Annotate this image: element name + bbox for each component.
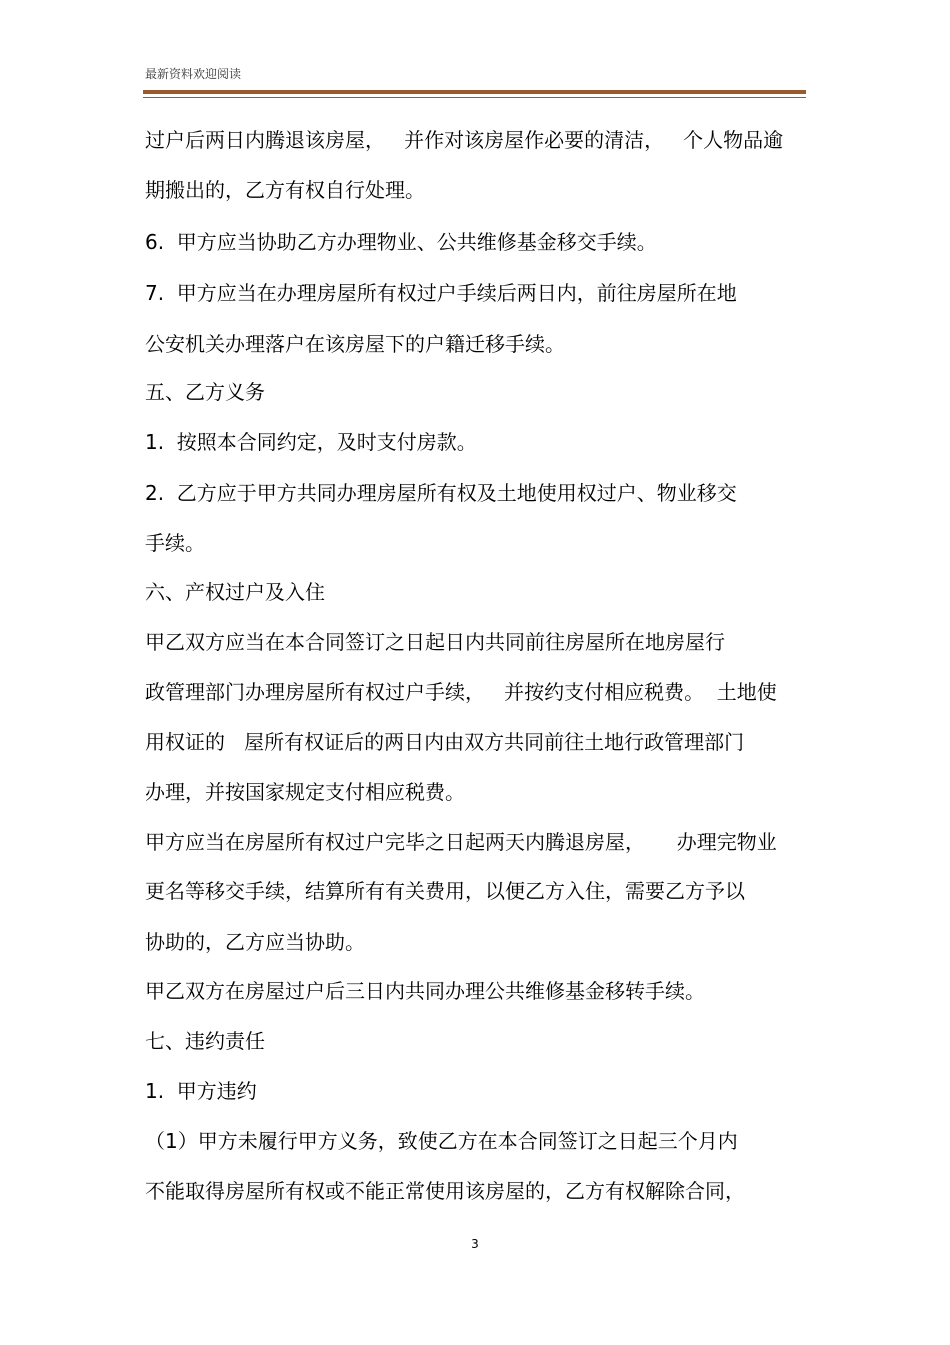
text-line: 办理，并按国家规定支付相应税费。 [145, 780, 465, 804]
text-line: 更名等移交手续，结算所有有关费用，以便乙方入住，需要乙方予以 [145, 879, 745, 903]
text-line: 2. 乙方应于甲方共同办理房屋所有权及土地使用权过户、物业移交 [145, 481, 737, 505]
text-line: 不能取得房屋所有权或不能正常使用该房屋的，乙方有权解除合同， [145, 1179, 745, 1203]
text-line: 1. 按照本合同约定，及时支付房款。 [145, 430, 477, 454]
text-line: 过户后两日内腾退该房屋， 并作对该房屋作必要的清洁， 个人物品逾 [145, 128, 784, 152]
text-line: 公安机关办理落户在该房屋下的户籍迁移手续。 [145, 332, 565, 356]
header-rule-thick [143, 90, 806, 94]
text-line: 甲乙双方应当在本合同签订之日起日内共同前往房屋所在地房屋行 [145, 630, 725, 654]
text-line: 7. 甲方应当在办理房屋所有权过户手续后两日内，前往房屋所在地 [145, 281, 737, 305]
text-line: 用权证的 屋所有权证后的两日内由双方共同前往土地行政管理部门 [145, 730, 745, 754]
header-rule-thin [143, 97, 806, 98]
page-header-text: 最新资料欢迎阅读 [145, 67, 242, 81]
text-line: 期搬出的，乙方有权自行处理。 [145, 178, 425, 202]
text-line: 1. 甲方违约 [145, 1079, 257, 1103]
text-line: 协助的，乙方应当协助。 [145, 930, 365, 954]
section-heading: 五、乙方义务 [145, 380, 265, 404]
text-line: 甲乙双方在房屋过户后三日内共同办理公共维修基金移转手续。 [145, 979, 705, 1003]
text-line: 6. 甲方应当协助乙方办理物业、公共维修基金移交手续。 [145, 230, 657, 254]
text-line: 政管理部门办理房屋所有权过户手续， 并按约支付相应税费。 土地使 [145, 680, 777, 704]
text-line: 手续。 [145, 531, 205, 555]
text-line: 甲方应当在房屋所有权过户完毕之日起两天内腾退房屋， 办理完物业 [145, 830, 777, 854]
text-line: （1）甲方未履行甲方义务，致使乙方在本合同签订之日起三个月内 [145, 1129, 738, 1153]
section-heading: 六、产权过户及入住 [145, 580, 325, 604]
section-heading: 七、违约责任 [145, 1029, 265, 1053]
page-number: 3 [471, 1237, 479, 1251]
